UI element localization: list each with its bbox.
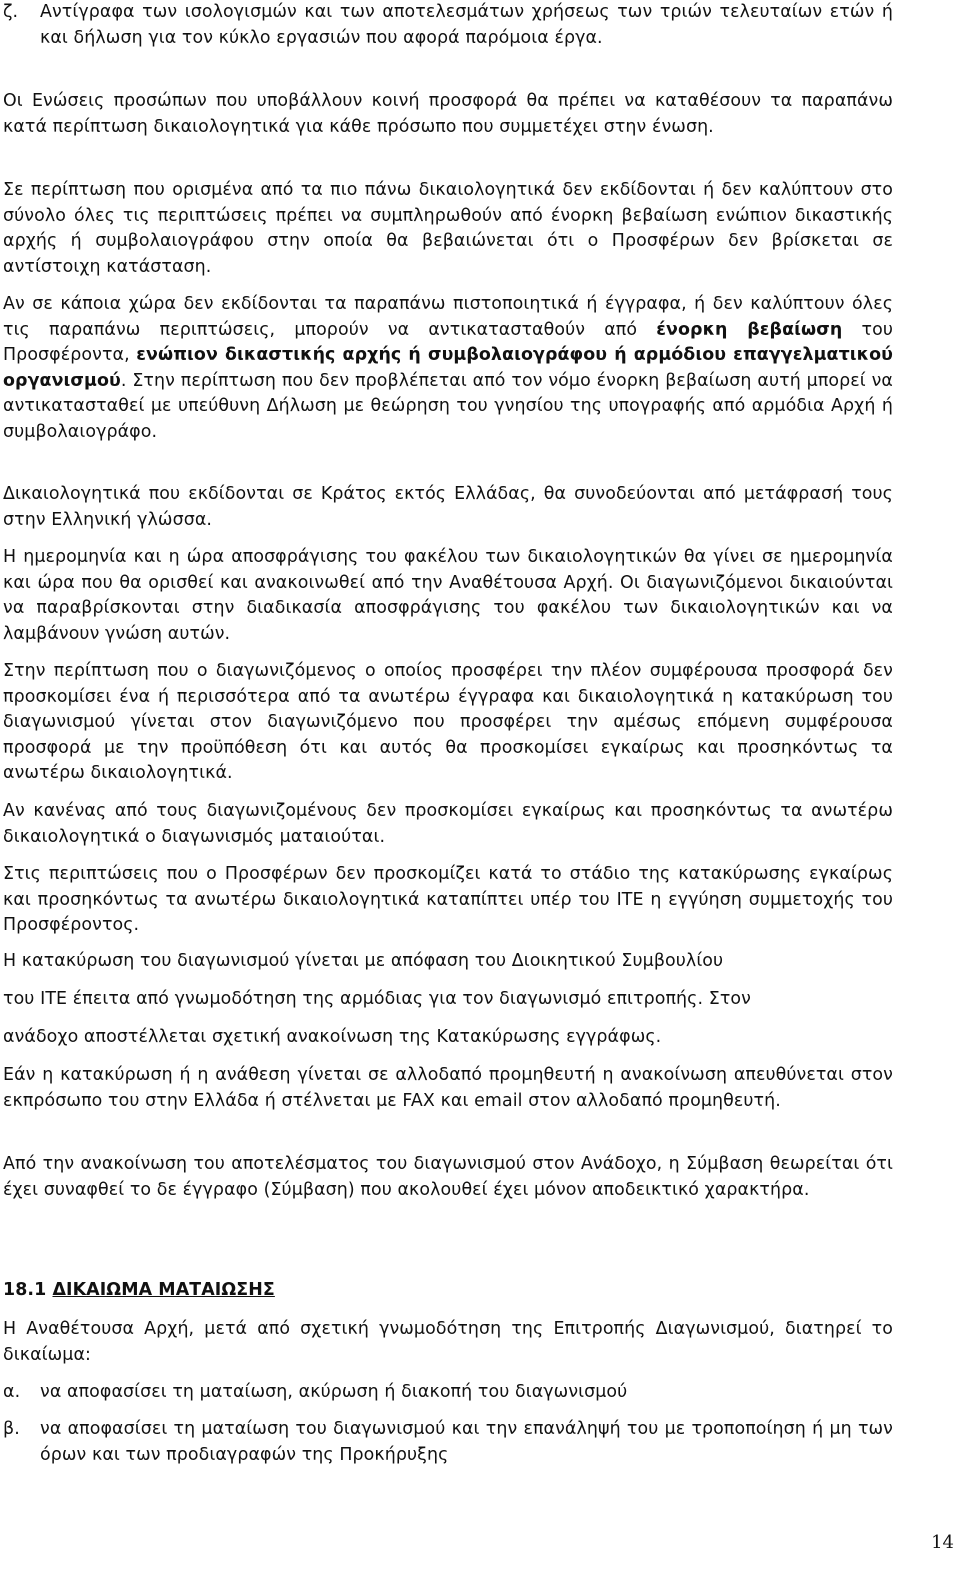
list-marker: β. [3,1419,20,1439]
paragraph-unsealing: Η ημερομηνία και η ώρα αποσφράγισης του φακέλου των δικαιολογητικών θα γίνει σε ημερομηνία και ώρα που θα ορισθεί και ανακοινωθεί από την Αναθέτουσα Αρχή. Οι διαγωνιζόμενοι δικαιούνται να παραβρίσκονται στην διαδικασία αποσφράγισης του φακέλου των δικαιολογητικών και να λαμβάνουν γνώση αυτών. [3,547,893,644]
paragraph-foreign-supplier: Εάν η κατακύρωση ή η ανάθεση γίνεται σε αλλοδαπό προμηθευτή η ανακοίνωση απευθύνεται στον εκπρόσωπο του στην Ελλάδα ή στέλνεται με FAX και email στον αλλοδαπό προμηθευτή. [3,1065,893,1111]
list-item-text: Αντίγραφα των ισολογισμών και των αποτελεσμάτων χρήσεως των τριών τελευταίων ετών ή και δήλωση για τον κύκλο εργασιών που αφορά παρόμοια έργα. [40,2,893,48]
paragraph-foreign-certificates: Αν σε κάποια χώρα δεν εκδίδονται τα παραπάνω πιστοποιητικά ή έγγραφα, ή δεν καλύπτουν όλες τις παραπάνω περιπτώσεις, μπορούν να αντικατασταθούν από ένορκη βεβαίωση του Προσφέροντα, ενώπιον δικαστικής αρχής ή συμβολαιογράφου ή αρμόδιου επαγγελματικού οργανισμού. Στην περίπτωση που δεν προβλέπεται από τον νόμο ένορκη βεβαίωση αυτή μπορεί να αντικατασταθεί με υπεύθυνη Δήλωση με θεώρηση του γνησίου της υπογραφής από αρμόδια Αρχή ή συμβολαιογράφο. [3,294,893,442]
bold-sworn-statement: ένορκη βεβαίωση [656,319,843,340]
paragraph-award-line-3: ανάδοχο αποστέλλεται σχετική ανακοίνωση της Κατακύρωσης εγγράφως. [3,1027,662,1047]
paragraph-translation: Δικαιολογητικά που εκδίδονται σε Κράτος εκτός Ελλάδας, θα συνοδεύονται από μετάφρασή τους στην Ελληνική γλώσσα. [3,484,893,530]
paragraph-award-line-2: του ΙΤΕ έπειτα από γνωμοδότηση της αρμόδιας για τον διαγωνισμό επιτροπής. Στον [3,989,751,1009]
paragraph-cancellation: Αν κανένας από τους διαγωνιζομένους δεν προσκομίσει εγκαίρως και προσηκόντως τα ανωτέρω δικαιολογητικά ο διαγωνισμός ματαιούται. [3,801,893,847]
list-item-a [3,1380,893,1406]
paragraph-next-bidder: Στην περίπτωση που ο διαγωνιζόμενος ο οποίος προσφέρει την πλέον συμφέρουσα προσφορά δεν προσκομίσει ένα ή περισσότερα από τα ανωτέρω έγγραφα και δικαιολογητικά η κατακύρωση του διαγωνισμού γίνεται στον διαγωνιζόμενο που προσφέρει την αμέσως επόμενη συμφέρουσα προσφορά με την προϋπόθεση ότι και αυτός θα προσκομίσει εγκαίρως και προσηκόντως τα ανωτέρω δικαιολογητικά. [3,661,893,783]
section-intro: Η Αναθέτουσα Αρχή, μετά από σχετική γνωμοδότηση της Επιτροπής Διαγωνισμού, διατηρεί το δικαίωμα: [3,1319,893,1365]
list-item-b [3,1417,893,1468]
page-number: 14 [931,1532,954,1553]
paragraph-guarantee-forfeit: Στις περιπτώσεις που ο Προσφέρων δεν προσκομίζει κατά το στάδιο της κατακύρωσης εγκαίρως και προσηκόντως τα ανωτέρω δικαιολογητικά καταπίπτει υπέρ του ΙΤΕ η εγγύηση συμμετοχής του Προσφέροντος. [3,864,893,935]
list-item-text: να αποφασίσει τη ματαίωση του διαγωνισμού και την επανάληψή του με τροποποίηση ή μη των όρων και των προδιαγραφών της Προκήρυξης [40,1419,893,1465]
section-title: ΔΙΚΑΙΩΜΑ ΜΑΤΑΙΩΣΗΣ [52,1280,275,1300]
list-item-z [3,0,893,51]
paragraph-joint-bids: Οι Ενώσεις προσώπων που υποβάλλουν κοινή προσφορά θα πρέπει να καταθέσουν τα παραπάνω κατά περίπτωση δικαιολογητικά για κάθε πρόσωπο που συμμετέχει στην ένωση. [3,91,893,137]
list-marker: ζ. [3,2,19,22]
section-heading [3,1278,893,1304]
paragraph-sworn-statement: Σε περίπτωση που ορισμένα από τα πιο πάνω δικαιολογητικά δεν εκδίδονται ή δεν καλύπτουν στο σύνολο όλες τις περιπτώσεις πρέπει να συμπληρωθούν από ένορκη βεβαίωση ενώπιον δικαστικής αρχής ή συμβολαιογράφου στην οποία θα βεβαιώνεται ότι ο Προσφέρων δεν βρίσκεται σε αντίστοιχη κατάσταση. [3,180,893,277]
bold-authority: ενώπιον δικαστικής αρχής ή συμβολαιογράφου ή αρμόδιου επαγγελματικού οργανισμού [3,345,893,391]
paragraph-contract: Από την ανακοίνωση του αποτελέσματος του διαγωνισμού στον Ανάδοχο, η Σύμβαση θεωρείται ότι έχει συναφθεί το δε έγγραφο (Σύμβαση) που ακολουθεί έχει μόνον αποδεικτικό χαρακτήρα. [3,1154,893,1200]
section-number: 18.1 [3,1280,47,1300]
paragraph-award-line-1: Η κατακύρωση του διαγωνισμού γίνεται με απόφαση του Διοικητικού Συμβουλίου [3,951,724,971]
list-marker: α. [3,1382,21,1402]
list-item-text: να αποφασίσει τη ματαίωση, ακύρωση ή διακοπή του διαγωνισμού [40,1382,628,1402]
